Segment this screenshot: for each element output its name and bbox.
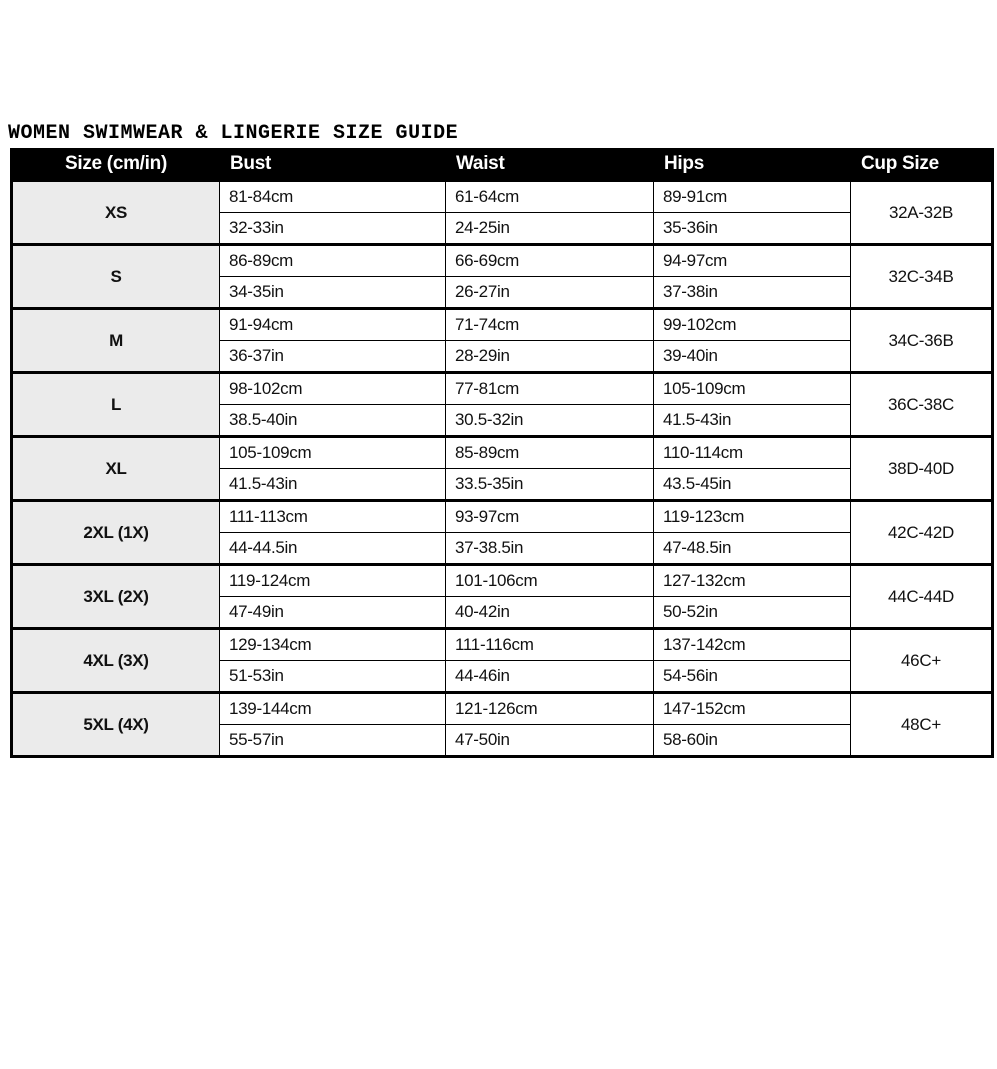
hips-in-value: 47-48.5in <box>654 533 851 565</box>
bust-in-value: 44-44.5in <box>220 533 446 565</box>
bust-cm-value: 111-113cm <box>220 501 446 533</box>
bust-in-value: 47-49in <box>220 597 446 629</box>
table-row-cm <box>12 373 993 405</box>
bust-in-value: 41.5-43in <box>220 469 446 501</box>
header-row <box>12 150 993 181</box>
hips-in-value: 37-38in <box>654 277 851 309</box>
waist-cm-value: 61-64cm <box>446 181 654 213</box>
bust-in-value: 51-53in <box>220 661 446 693</box>
bust-cm-value: 139-144cm <box>220 693 446 725</box>
hips-cm-value: 94-97cm <box>654 245 851 277</box>
waist-in-value: 30.5-32in <box>446 405 654 437</box>
hips-in-value: 41.5-43in <box>654 405 851 437</box>
page-title: WOMEN SWIMWEAR & LINGERIE SIZE GUIDE <box>8 122 459 145</box>
cup-size-value: 34C-36B <box>851 309 993 373</box>
table-row-cm <box>12 309 993 341</box>
waist-cm-value: 71-74cm <box>446 309 654 341</box>
hips-in-value: 35-36in <box>654 213 851 245</box>
bust-cm-value: 81-84cm <box>220 181 446 213</box>
column-header-hips: Hips <box>654 150 851 181</box>
table-row-cm <box>12 565 993 597</box>
size-label: 2XL (1X) <box>12 501 220 565</box>
size-label: 5XL (4X) <box>12 693 220 757</box>
waist-cm-value: 93-97cm <box>446 501 654 533</box>
hips-cm-value: 105-109cm <box>654 373 851 405</box>
hips-in-value: 54-56in <box>654 661 851 693</box>
table-row-cm <box>12 501 993 533</box>
waist-in-value: 44-46in <box>446 661 654 693</box>
table-row-cm <box>12 693 993 725</box>
waist-cm-value: 111-116cm <box>446 629 654 661</box>
bust-cm-value: 86-89cm <box>220 245 446 277</box>
column-header-waist: Waist <box>446 150 654 181</box>
column-header-cup-size: Cup Size <box>851 150 993 181</box>
table-row-cm <box>12 245 993 277</box>
hips-in-value: 39-40in <box>654 341 851 373</box>
cup-size-value: 36C-38C <box>851 373 993 437</box>
bust-cm-value: 105-109cm <box>220 437 446 469</box>
size-label: S <box>12 245 220 309</box>
cup-size-value: 32A-32B <box>851 181 993 245</box>
size-label: XL <box>12 437 220 501</box>
waist-cm-value: 85-89cm <box>446 437 654 469</box>
waist-in-value: 37-38.5in <box>446 533 654 565</box>
bust-in-value: 32-33in <box>220 213 446 245</box>
cup-size-value: 46C+ <box>851 629 993 693</box>
waist-cm-value: 66-69cm <box>446 245 654 277</box>
cup-size-value: 42C-42D <box>851 501 993 565</box>
bust-in-value: 38.5-40in <box>220 405 446 437</box>
hips-cm-value: 147-152cm <box>654 693 851 725</box>
size-label: L <box>12 373 220 437</box>
waist-cm-value: 121-126cm <box>446 693 654 725</box>
cup-size-value: 32C-34B <box>851 245 993 309</box>
hips-in-value: 50-52in <box>654 597 851 629</box>
cup-size-value: 38D-40D <box>851 437 993 501</box>
waist-in-value: 24-25in <box>446 213 654 245</box>
waist-in-value: 26-27in <box>446 277 654 309</box>
hips-in-value: 43.5-45in <box>654 469 851 501</box>
table-row-cm <box>12 181 993 213</box>
hips-cm-value: 137-142cm <box>654 629 851 661</box>
hips-cm-value: 127-132cm <box>654 565 851 597</box>
bust-cm-value: 91-94cm <box>220 309 446 341</box>
bust-in-value: 55-57in <box>220 725 446 757</box>
table-body <box>12 181 993 757</box>
bust-cm-value: 129-134cm <box>220 629 446 661</box>
size-guide-table <box>10 148 994 758</box>
bust-in-value: 34-35in <box>220 277 446 309</box>
cup-size-value: 44C-44D <box>851 565 993 629</box>
waist-in-value: 33.5-35in <box>446 469 654 501</box>
cup-size-value: 48C+ <box>851 693 993 757</box>
hips-cm-value: 99-102cm <box>654 309 851 341</box>
waist-in-value: 40-42in <box>446 597 654 629</box>
table-row-cm <box>12 629 993 661</box>
size-label: 4XL (3X) <box>12 629 220 693</box>
column-header-bust: Bust <box>220 150 446 181</box>
hips-cm-value: 110-114cm <box>654 437 851 469</box>
waist-cm-value: 101-106cm <box>446 565 654 597</box>
hips-cm-value: 119-123cm <box>654 501 851 533</box>
size-label: M <box>12 309 220 373</box>
size-label: 3XL (2X) <box>12 565 220 629</box>
size-label: XS <box>12 181 220 245</box>
table-row-cm <box>12 437 993 469</box>
waist-in-value: 28-29in <box>446 341 654 373</box>
bust-cm-value: 98-102cm <box>220 373 446 405</box>
column-header-size: Size (cm/in) <box>12 150 220 181</box>
waist-cm-value: 77-81cm <box>446 373 654 405</box>
bust-in-value: 36-37in <box>220 341 446 373</box>
hips-in-value: 58-60in <box>654 725 851 757</box>
waist-in-value: 47-50in <box>446 725 654 757</box>
hips-cm-value: 89-91cm <box>654 181 851 213</box>
bust-cm-value: 119-124cm <box>220 565 446 597</box>
